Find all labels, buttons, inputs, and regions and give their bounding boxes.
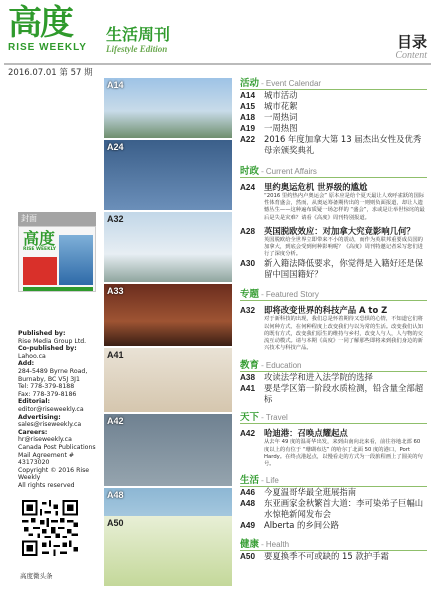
toc-section xyxy=(240,357,427,405)
article-thumbnail[interactable] xyxy=(104,212,232,282)
section-name-en: Current Affairs xyxy=(265,167,317,176)
article-title: 2016 年度加拿大第 13 届杰出女性及优秀母亲颁奖典礼 xyxy=(264,134,422,155)
article-title: 一周热词 xyxy=(264,112,298,122)
page-number: A46 xyxy=(240,488,256,498)
article-thumbnail[interactable] xyxy=(104,140,232,210)
page-number: A50 xyxy=(240,552,256,562)
article-title: 城市花絮 xyxy=(264,101,298,111)
page-number: A15 xyxy=(240,102,256,111)
article-title: 城市活动 xyxy=(264,90,298,100)
toc-entry[interactable] xyxy=(240,372,427,383)
section-name-en: Featured Story xyxy=(265,290,319,300)
cover-label: 封面 xyxy=(18,212,96,226)
section-separator: - xyxy=(261,476,264,486)
article-title: 今夏温哥华最全逛展指南 xyxy=(264,487,357,498)
publisher-info-line: Canada Post Publications xyxy=(18,443,96,451)
issue-number: 2016.07.01 第 57 期 xyxy=(8,68,93,78)
section-header xyxy=(240,357,427,372)
publisher-info-line: Copyright © 2016 Rise xyxy=(18,466,90,474)
section-name-zh: 时政 xyxy=(240,166,260,177)
article-thumbnail[interactable] xyxy=(104,78,232,138)
page-number: A32 xyxy=(240,306,256,316)
publisher-info-line: Weekly xyxy=(18,474,41,482)
toc-section xyxy=(240,409,427,468)
qr-code-icon[interactable] xyxy=(22,500,78,556)
toc-entry[interactable] xyxy=(240,134,427,156)
page-number: A24 xyxy=(240,183,256,192)
toc-entry[interactable] xyxy=(240,112,427,123)
publisher-info xyxy=(18,330,102,489)
section-separator: - xyxy=(261,79,264,88)
section-title-en: Lifestyle Edition xyxy=(106,44,168,54)
header-divider xyxy=(4,63,431,65)
page-number: A41 xyxy=(240,384,256,394)
section-separator: - xyxy=(261,361,264,371)
thumbnail-page-label: A41 xyxy=(107,350,124,360)
section-heading xyxy=(106,26,170,54)
page-number: A19 xyxy=(240,124,256,133)
toc-section xyxy=(240,75,427,156)
page-number: A48 xyxy=(240,499,256,509)
section-separator: - xyxy=(261,167,264,176)
cover-logo: 高度 xyxy=(23,229,56,248)
section-name-en: Travel xyxy=(265,413,288,423)
publisher-info-line: 284-5489 Byrne Road, xyxy=(18,367,88,375)
article-title: 要夏换季不可或缺的 15 款护手霜 xyxy=(264,551,389,562)
cover-thumbnail[interactable] xyxy=(18,226,96,292)
publisher-info-line: Tel: 778-379-8188 xyxy=(18,383,75,391)
publisher-info-line: Lahoo.ca xyxy=(18,352,46,360)
contents-title-zh: 目录 xyxy=(396,33,427,51)
toc-entry[interactable] xyxy=(240,487,427,498)
section-separator: - xyxy=(261,413,264,423)
publisher-info-line: Fax: 778-379-8186 xyxy=(18,390,77,398)
publisher-info-line: hr@riseweekly.ca xyxy=(18,436,72,444)
toc-entry[interactable] xyxy=(240,258,427,280)
section-name-en: Education xyxy=(265,361,302,371)
publisher-info-line: Careers: xyxy=(18,428,48,436)
article-thumbnail[interactable] xyxy=(104,348,232,412)
article-title: 哈迪港：召唤点耀起点 xyxy=(264,428,348,439)
article-title: 要是学区第一阶段水质检测，铅含量全部超标 xyxy=(264,383,424,405)
toc-entry[interactable] xyxy=(240,498,427,520)
section-header xyxy=(240,472,427,487)
section-header xyxy=(240,409,427,424)
section-name-zh: 天下 xyxy=(240,412,260,424)
article-title: 一周热图 xyxy=(264,123,298,133)
publisher-info-line: Add: xyxy=(18,360,35,368)
page-number: A30 xyxy=(240,259,256,269)
toc-entry[interactable] xyxy=(240,90,427,101)
toc-entry[interactable] xyxy=(240,520,427,531)
cover-logo-en: RISE WEEKLY xyxy=(23,247,57,252)
page-number: A22 xyxy=(240,135,256,144)
article-title: 里约奥运危机 世界级的尴尬 xyxy=(264,182,368,192)
section-separator: - xyxy=(261,540,264,550)
article-thumbnail[interactable] xyxy=(104,284,232,346)
article-title: 东亚画家金秋繁首大道：李可染弟子巨幅山水惊艳新闻发布会 xyxy=(264,498,424,520)
publisher-info-line: Burnaby, BC V5J 3J1 xyxy=(18,375,80,383)
toc-entry[interactable] xyxy=(240,383,427,405)
publisher-info-line: Mail Agreement # 43173020 xyxy=(18,451,75,467)
section-separator: - xyxy=(261,290,264,300)
thumbnail-page-label: A42 xyxy=(107,416,124,426)
page-number: A42 xyxy=(240,429,256,439)
toc-entry[interactable] xyxy=(240,305,427,352)
section-name-zh: 教育 xyxy=(240,360,260,372)
article-summary: 英国脱欧给全世界立即带来不小的震动，而作为英联邦重要成员国的加拿大，到底会受到何种影响呢？《高度》周刊特邀记者采写您们进行了深度分析。 xyxy=(264,236,423,258)
page-number: A14 xyxy=(240,91,256,100)
thumbnail-page-label: A24 xyxy=(107,142,124,152)
toc-entry[interactable] xyxy=(240,551,427,562)
article-title: 新入籍法降低要求，你觉得是入籍好还是保留中国国籍好？ xyxy=(264,258,424,280)
cover-strip xyxy=(23,287,93,291)
publisher-info-line: Rise Media Group Ltd. xyxy=(18,337,87,345)
cover-image xyxy=(23,257,57,285)
page-number: A18 xyxy=(240,113,256,122)
toc-entry[interactable] xyxy=(240,123,427,134)
article-summary: 对于新科技的出现，我们总是怀着期待又恐惧的心情，不知道它们将以何种方式、在何种程度上改变我们与以为常的生活。改变我们认知的既有方式，改变我们原生的维持与乡村，改变人与人，人与物的交流互动模式。请与本期《高度》一同了解那些即将来到我们身边的新兴技术与科技产品。 xyxy=(264,316,423,352)
section-header xyxy=(240,163,427,178)
publisher-info-line: Co-published by: xyxy=(18,345,77,353)
publisher-info-line: Advertising: xyxy=(18,413,61,421)
thumbnail-page-label: A50 xyxy=(107,518,124,528)
logo-english: RISE WEEKLY xyxy=(8,42,87,53)
page-number: A38 xyxy=(240,373,256,383)
article-thumbnail[interactable] xyxy=(104,516,232,586)
toc-section xyxy=(240,536,427,562)
section-name-en: Life xyxy=(265,476,279,486)
section-name-zh: 活动 xyxy=(240,78,260,89)
table-of-contents xyxy=(240,74,427,562)
article-title: 攻读法学和进入法学院的选择 xyxy=(264,372,373,383)
article-title: Alberta 的乡间公路 xyxy=(264,520,339,531)
article-title: 即将改变世界的科技产品 A to Z xyxy=(264,305,388,316)
qr-caption: 高度微头条 xyxy=(20,572,53,580)
section-header xyxy=(240,536,427,551)
publisher-info-line: Published by: xyxy=(18,330,66,337)
section-name-zh: 健康 xyxy=(240,539,260,551)
toc-entry[interactable] xyxy=(240,226,427,259)
page-number: A49 xyxy=(240,521,256,531)
toc-section xyxy=(240,286,427,352)
contents-title-en: Content xyxy=(395,50,427,61)
cover-image xyxy=(59,235,93,285)
section-header xyxy=(240,75,427,90)
logo-chinese: 高度 xyxy=(8,3,72,43)
article-title: 英国脱欧效应：对加拿大究竟影响几何？ xyxy=(264,225,415,236)
publisher-info-line: Editorial: xyxy=(18,398,50,406)
toc-entry[interactable] xyxy=(240,182,427,222)
section-name-en: Health xyxy=(265,540,290,550)
thumbnail-page-label: A32 xyxy=(107,214,124,224)
section-title-zh: 生活周刊 xyxy=(106,25,171,44)
toc-section xyxy=(240,163,427,280)
article-summary: “2016 里约热内卢奥运会” 原本应是给个夏天最让人欢呼雀跃的国际性体育盛会，然而，从奥运筹备期传出的一则则负面报道，却让人遗憾丛生——这种遍布质疑一场怎样的 “盛会”，求或是让举世惊诧的最后是失是灾难？请看《高度》周刊特别报道。 xyxy=(264,193,425,221)
article-summary: 从去年 49 度的温哥华出发，来到由南向北来看，前往谷地北部 60 度以上的有位于 “珊瑚布达” 的哈尔丁北面 50 度的港口，Port Hardy。在终点港起点，以慢看走的方式为一段旅程画上了圆美的句号。 xyxy=(264,439,423,468)
publisher-info-line: editor@riseweekly.ca xyxy=(18,405,84,413)
toc-entry[interactable] xyxy=(240,428,427,468)
contents-heading xyxy=(395,34,427,61)
toc-entry[interactable] xyxy=(240,101,427,112)
section-name-zh: 专题 xyxy=(240,289,260,301)
article-thumbnail[interactable] xyxy=(104,414,232,486)
section-name-en: Event Calendar xyxy=(265,79,322,88)
publisher-info-line: sales@riseweekly.ca xyxy=(18,421,82,429)
publisher-info-line: All rights reserved xyxy=(18,481,75,489)
masthead-logo xyxy=(8,4,100,62)
toc-section xyxy=(240,472,427,531)
section-header xyxy=(240,286,427,301)
thumbnail-page-label: A33 xyxy=(107,286,124,296)
page-number: A28 xyxy=(240,226,256,236)
thumbnail-page-label: A14 xyxy=(107,80,124,90)
section-name-zh: 生活 xyxy=(240,475,260,487)
thumbnail-page-label: A48 xyxy=(107,490,124,500)
